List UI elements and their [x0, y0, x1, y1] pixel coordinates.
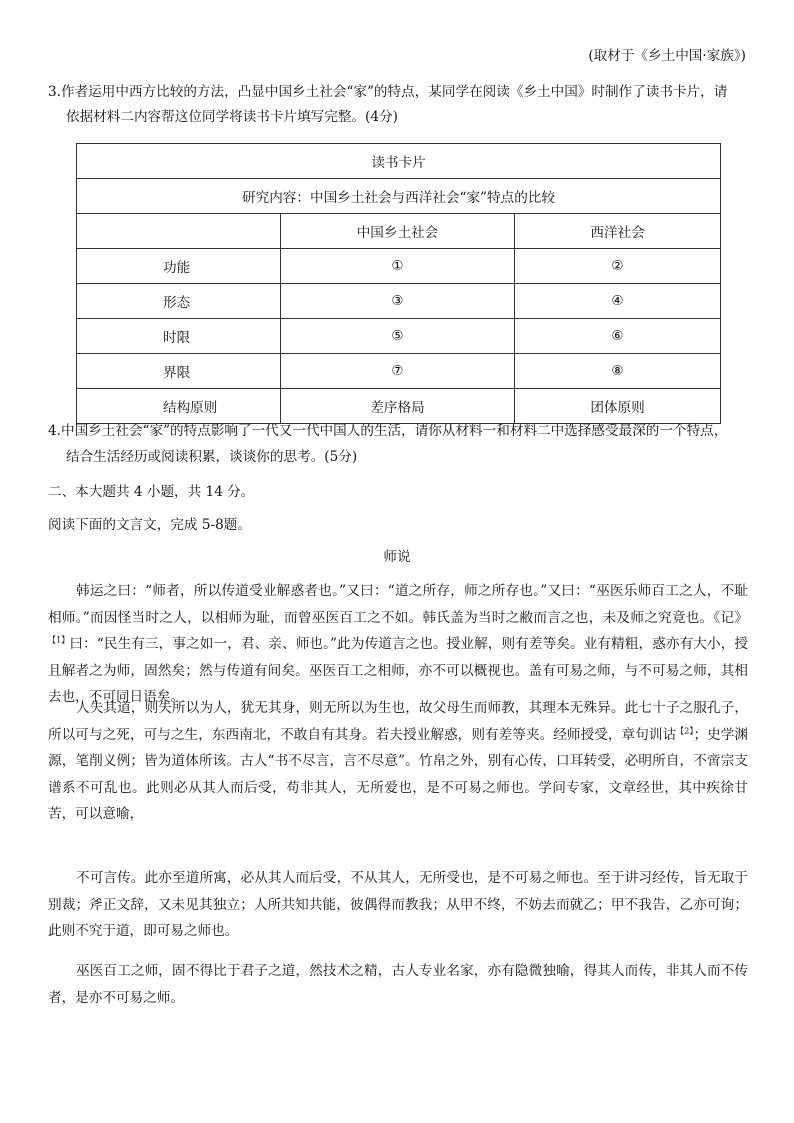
table-row: [77, 249, 721, 284]
card-subtitle-row: [77, 179, 721, 214]
cell-china: ①: [281, 249, 515, 284]
essay-paragraph-4: 巫医百工之师，固不得比于君子之道，然技术之精，古人专业名家，亦有隐微独喻，得其人而传，非其人而不传者，是亦不可易之师。: [48, 963, 748, 1006]
reading-instruction: 阅读下面的文言文，完成 5-8题。: [48, 517, 251, 533]
question-4-line-2: 结合生活经历或阅读积累，谈谈你的思考。(5分): [66, 449, 358, 465]
footnote-marker: 【2】: [676, 725, 694, 735]
card-header-empty: [77, 214, 281, 249]
footnote-marker: 【1】: [48, 635, 70, 645]
question-4-line-1: 4.中国乡土社会“家”的特点影响了一代又一代中国人的生活，请你从材料一和材料二中选择感受最深的一个特点，: [48, 423, 728, 439]
paragraph-text: 曰：“民生有三，事之如一，君、亲、师也。”此为传道言之也。授业解，则有差等矣。业有精粗，惑亦有大小，授且解者之为师，固然矣；然与传道有间矣。巫医百工之相师，亦不可以概视也。盖有可易之师，与不可易之师，其相去也，不可同日语矣。: [48, 636, 748, 705]
cell-west: ④: [515, 284, 721, 319]
essay-title: 师说: [383, 549, 411, 565]
row-label: 界限: [77, 354, 281, 389]
cell-china: ⑦: [281, 354, 515, 389]
essay-paragraph-1: [48, 578, 748, 711]
paragraph-text: 韩运之曰：“师者，所以传道受业解惑者也。”又曰：“道之所存，师之所存也。”又曰：“巫医乐师百工之人，不耻相师。”而因怪当时之人，以相师为耻，而曾巫医百工之不如。韩氏盖为当时之敝而言之也，未及师之究竟也。《记》: [48, 583, 748, 626]
table-row: [77, 389, 721, 424]
source-citation: (取材于《乡土中国·家族》): [588, 48, 746, 64]
table-row: [77, 354, 721, 389]
reading-card-table: [76, 143, 721, 424]
cell-west: ②: [515, 249, 721, 284]
cell-china: ③: [281, 284, 515, 319]
question-3-line-2: 依据材料二内容帮这位同学将读书卡片填写完整。(4分): [66, 109, 398, 125]
question-3-line-1: 3.作者运用中西方比较的方法，凸显中国乡土社会“家”的特点，某同学在阅读《乡土中国》时制作了读书卡片，请: [48, 84, 728, 100]
essay-paragraph-2: [48, 695, 748, 828]
section-heading: 二、本大题共 4 小题，共 14 分。: [48, 484, 255, 500]
card-title: 读书卡片: [77, 144, 721, 179]
card-subtitle: 研究内容：中国乡土社会与西洋社会“家”特点的比较: [77, 179, 721, 214]
row-label: 时限: [77, 319, 281, 354]
row-label: 功能: [77, 249, 281, 284]
row-label: 结构原则: [77, 389, 281, 424]
table-row: [77, 284, 721, 319]
cell-west: 团体原则: [515, 389, 721, 424]
row-label: 形态: [77, 284, 281, 319]
card-title-row: [77, 144, 721, 179]
essay-paragraph-3: 不可言传。此亦至道所寓，必从其人而后受，不从其人，无所受也，是不可易之师也。至于讲习经传，旨无取于别裁；斧正文辞，又未见其独立；人所共知共能，彼偶得而教我；从甲不终，不妨去而就乙；甲不我告，乙亦可询；此则不究于道，即可易之师也。: [48, 870, 748, 939]
paragraph-text: ；史学渊源，笔削义例；皆为道体所该。古人“书不尽言，言不尽意”。竹帛之外，别有心传，口耳转受，必明所自，不啻宗支谱系不可乱也。此则必从其人而后受，苟非其人，无所爱也，是不可易之师也。学问专家，文章经世，其中疾徐甘苦，可以意喻，: [48, 726, 748, 822]
card-header-china: 中国乡土社会: [281, 214, 515, 249]
cell-west: ⑥: [515, 319, 721, 354]
card-header-row: [77, 214, 721, 249]
card-header-west: 西洋社会: [515, 214, 721, 249]
paragraph-text: 人失其道，则失所以为人，犹无其身，则无所以为生也，故父母生而师教，其理本无殊异。此七十子之服孔子，所以可与之死，可与之生，东西南北，不敢自有其身。若夫授业解惑，则有差等夹。经师授受，章句训诂: [48, 700, 748, 743]
cell-china: ⑤: [281, 319, 515, 354]
table-row: [77, 319, 721, 354]
cell-china: 差序格局: [281, 389, 515, 424]
cell-west: ⑧: [515, 354, 721, 389]
